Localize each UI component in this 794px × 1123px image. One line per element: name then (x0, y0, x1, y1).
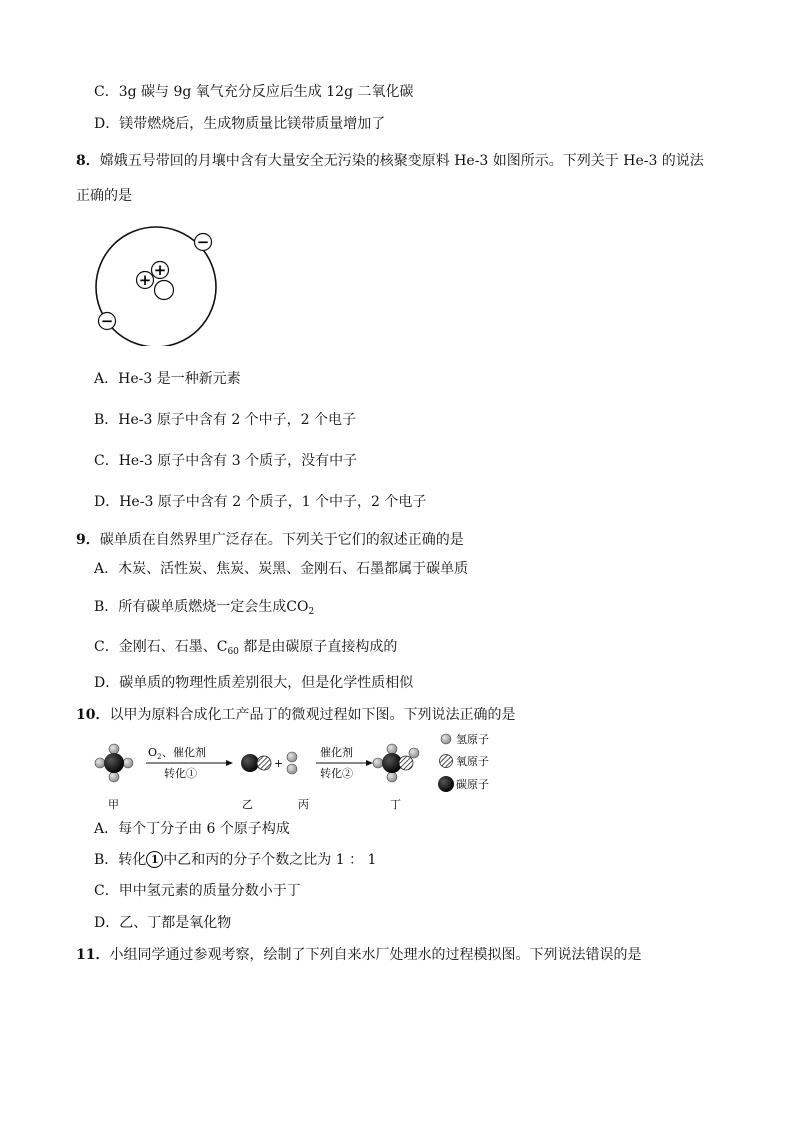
neutron (155, 281, 174, 300)
question-9-option-c-pre: C．金刚石、石墨、C (94, 639, 228, 655)
legend-carbon-label: 碳原子 (456, 778, 489, 791)
question-10-option-d: D．乙、丁都是氧化物 (94, 915, 232, 931)
arrow-1-o2: O (148, 746, 158, 759)
label-bing: 丙 (298, 798, 309, 811)
question-11-stem (76, 945, 641, 965)
question-9-option-a: A．木炭、活性炭、焦炭、炭黑、金刚石、石墨都属于碳单质 (94, 561, 469, 577)
electron-1-sign: − (196, 233, 210, 251)
legend-oxygen-marker (440, 755, 453, 768)
question-9-number: 9． (76, 532, 100, 548)
proton-2-sign: + (138, 271, 152, 289)
question-8-option-b: B．He-3 原子中含有 2 个中子，2 个电子 (94, 412, 357, 428)
question-10-option-b-post: 中乙和丙的分子个数之比为 1 ： 1 (163, 852, 377, 868)
question-8-option-d: D．He-3 原子中含有 2 个质子，1 个中子，2 个电子 (94, 494, 427, 510)
plus-sign: + (274, 757, 284, 770)
question-10-option-b (94, 850, 376, 870)
molecule-jia (95, 744, 133, 782)
question-9-option-b-subscript: 2 (308, 607, 315, 617)
arrow-1-catalyst: 、催化剂 (162, 746, 206, 759)
reaction-diagram (88, 728, 508, 814)
question-8-stem-line1 (76, 151, 704, 171)
question-10-option-a: A．每个丁分子由 6 个原子构成 (94, 821, 290, 837)
question-9-option-d: D．碳单质的物理性质差别很大，但是化学性质相似 (94, 675, 414, 691)
electron-2-sign: − (100, 312, 114, 330)
question-10-option-b-pre: B．转化 (94, 852, 147, 868)
arrow-conversion-1 (146, 745, 233, 780)
label-ding: 丁 (390, 798, 401, 811)
question-8-option-a: A．He-3 是一种新元素 (94, 371, 241, 387)
question-9-option-c (94, 637, 397, 662)
question-8-stem-line2: 正确的是 (76, 188, 132, 204)
question-9-stem (76, 530, 464, 550)
label-yi: 乙 (242, 798, 253, 811)
question-9-option-b (94, 597, 314, 622)
question-8-number: 8． (76, 153, 100, 169)
question-11-stem-text: 小组同学通过参观考察，绘制了下列自来水厂处理水的过程模拟图。下列说法错误的是 (109, 947, 642, 963)
question-10-stem (76, 705, 515, 725)
question-8-stem-text: 嫦娥五号带回的月壤中含有大量安全无污染的核聚变原料 He-3 如图所示。下列关于 He-3 的说法 (99, 153, 704, 169)
question-9-option-b-text: B．所有碳单质燃烧一定会生成CO (94, 599, 309, 615)
option-d-prev: D．镁带燃烧后，生成物质量比镁带质量增加了 (94, 116, 386, 132)
molecule-ding (373, 744, 419, 782)
legend-hydrogen-marker (441, 734, 451, 744)
molecule-yi (241, 754, 271, 772)
legend-carbon-marker (438, 776, 454, 792)
question-9-stem-text: 碳单质在自然界里广泛存在。下列关于它们的叙述正确的是 (99, 532, 464, 548)
molecule-bing (287, 752, 297, 774)
arrow-1-label: 转化① (164, 767, 197, 780)
question-9-option-c-subscript: 60 (227, 647, 239, 657)
label-jia: 甲 (108, 798, 119, 811)
legend-oxygen-label: 氧原子 (456, 755, 489, 768)
question-11-number: 11． (76, 947, 110, 963)
arrow-2-label: 转化② (320, 767, 353, 780)
arrow-conversion-2 (316, 745, 373, 780)
proton-1-sign: + (153, 261, 167, 279)
question-10-number: 10． (76, 707, 110, 723)
question-9-option-c-post: 都是由碳原子直接构成的 (238, 639, 398, 655)
legend-hydrogen-label: 氢原子 (456, 733, 489, 746)
question-10-option-c: C．甲中氢元素的质量分数小于丁 (94, 883, 301, 899)
legend (438, 732, 489, 792)
arrow-2-catalyst: 催化剂 (320, 746, 353, 759)
circled-number-1: 1 (146, 851, 163, 868)
question-8-option-c: C．He-3 原子中含有 3 个质子，没有中子 (94, 453, 358, 469)
question-10-stem-text: 以甲为原料合成化工产品丁的微观过程如下图。下列说法正确的是 (109, 707, 516, 723)
he3-atom-diagram (90, 226, 230, 346)
option-c-prev: C．3g 碳与 9g 氧气充分反应后生成 12g 二氧化碳 (94, 84, 414, 100)
arrow-1-o2-subscript: 2 (157, 753, 162, 761)
